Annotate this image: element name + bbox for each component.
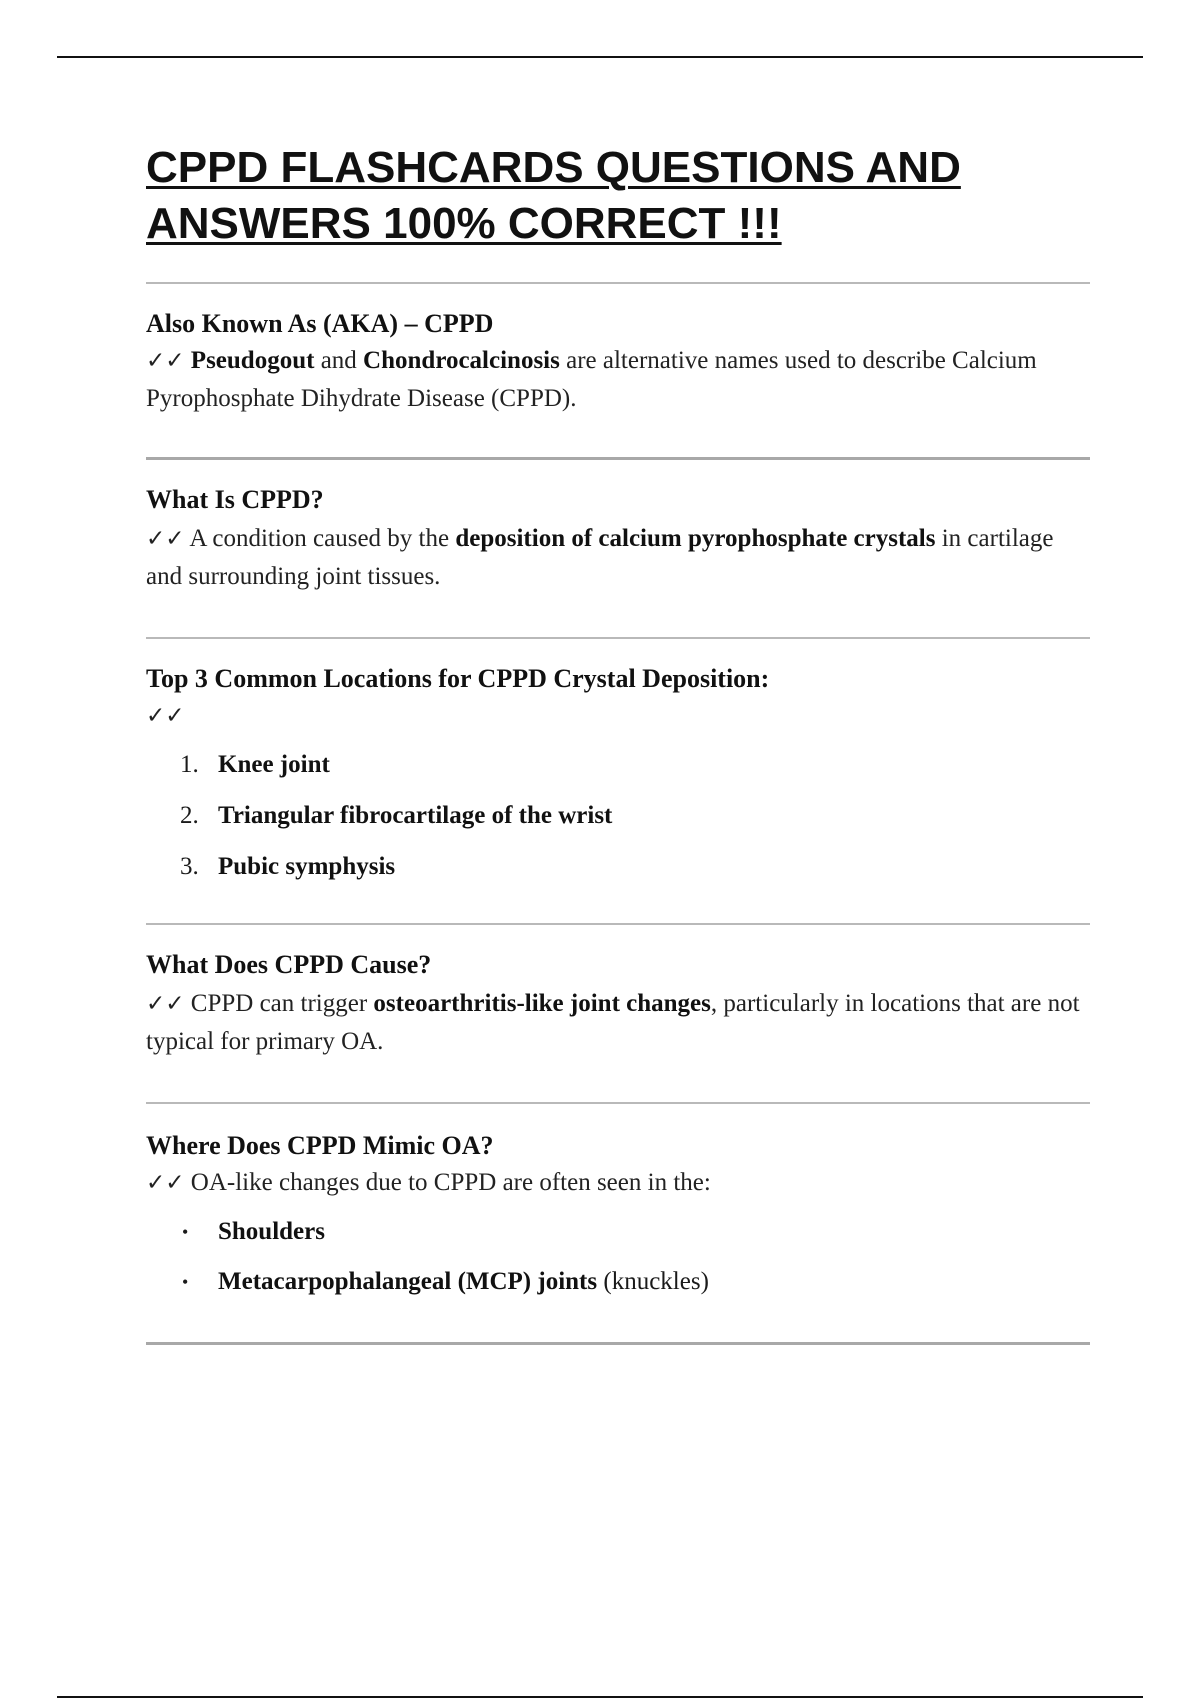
answer-mimic	[146, 1164, 1090, 1202]
list-item: 2. Triangular fibrocartilage of the wrist	[180, 802, 613, 829]
double-check-icon: ✓✓	[146, 991, 185, 1017]
answer-cause	[146, 985, 1090, 1060]
question-cause: What Does CPPD Cause?	[146, 950, 432, 979]
answer-what-is	[146, 520, 1090, 595]
double-check-icon: ✓✓	[146, 1170, 185, 1196]
answer-aka	[146, 342, 1090, 417]
answer-term: Chondrocalcinosis	[363, 347, 560, 374]
answer-text: are alternative names used to describe Calcium Pyrophosphate Dihydrate Disease (CPPD).	[146, 347, 1037, 412]
answer-term: Pseudogout	[190, 347, 315, 374]
flashcard-aka	[146, 308, 1090, 417]
flashcard-cause	[146, 949, 1090, 1060]
list-item: 3. Pubic symphysis	[180, 853, 396, 880]
answer-term: deposition of calcium pyrophosphate crystals	[455, 525, 936, 552]
section-divider	[146, 637, 1090, 639]
question-what-is: What Is CPPD?	[146, 485, 324, 514]
double-check-icon: ✓✓	[146, 348, 185, 374]
question-aka: Also Known As (AKA) – CPPD	[146, 309, 494, 338]
section-divider	[146, 1102, 1090, 1104]
flashcard-mimic	[146, 1130, 1090, 1298]
list-item: • Shoulders	[182, 1218, 325, 1245]
double-check-icon: ✓✓	[146, 526, 185, 552]
mimic-list	[146, 1216, 1090, 1298]
locations-list	[146, 749, 1090, 883]
page-bottom-rule	[57, 1696, 1143, 1698]
double-check-icon: ✓✓	[146, 703, 185, 729]
answer-text: CPPD can trigger	[184, 990, 374, 1017]
question-locations: Top 3 Common Locations for CPPD Crystal Deposition:	[146, 664, 770, 693]
document-body	[146, 140, 1090, 1345]
answer-text: in cartilage and surrounding joint tissues.	[146, 525, 1054, 590]
document-title: CPPD FLASHCARDS QUESTIONS AND ANSWERS 100% CORRECT !!!	[146, 143, 961, 248]
answer-text: and	[314, 347, 364, 374]
section-divider	[146, 457, 1090, 460]
question-mimic: Where Does CPPD Mimic OA?	[146, 1131, 494, 1160]
flashcard-locations	[146, 663, 1090, 883]
answer-text: , particularly in locations that are not typical for primary OA.	[146, 990, 1080, 1055]
flashcard-what-is	[146, 484, 1090, 595]
page-top-rule	[57, 56, 1143, 58]
answer-term: osteoarthritis-like joint changes	[373, 990, 711, 1017]
answer-text: A condition caused by the	[184, 525, 456, 552]
list-item: 1. Knee joint	[180, 751, 330, 778]
answer-text: OA-like changes due to CPPD are often seen in the:	[184, 1169, 711, 1196]
section-divider	[146, 923, 1090, 925]
answer-locations	[146, 697, 1090, 735]
section-divider	[146, 1342, 1090, 1345]
section-divider	[146, 282, 1090, 284]
list-item: • Metacarpophalangeal (MCP) joints (knuckles)	[182, 1268, 709, 1295]
